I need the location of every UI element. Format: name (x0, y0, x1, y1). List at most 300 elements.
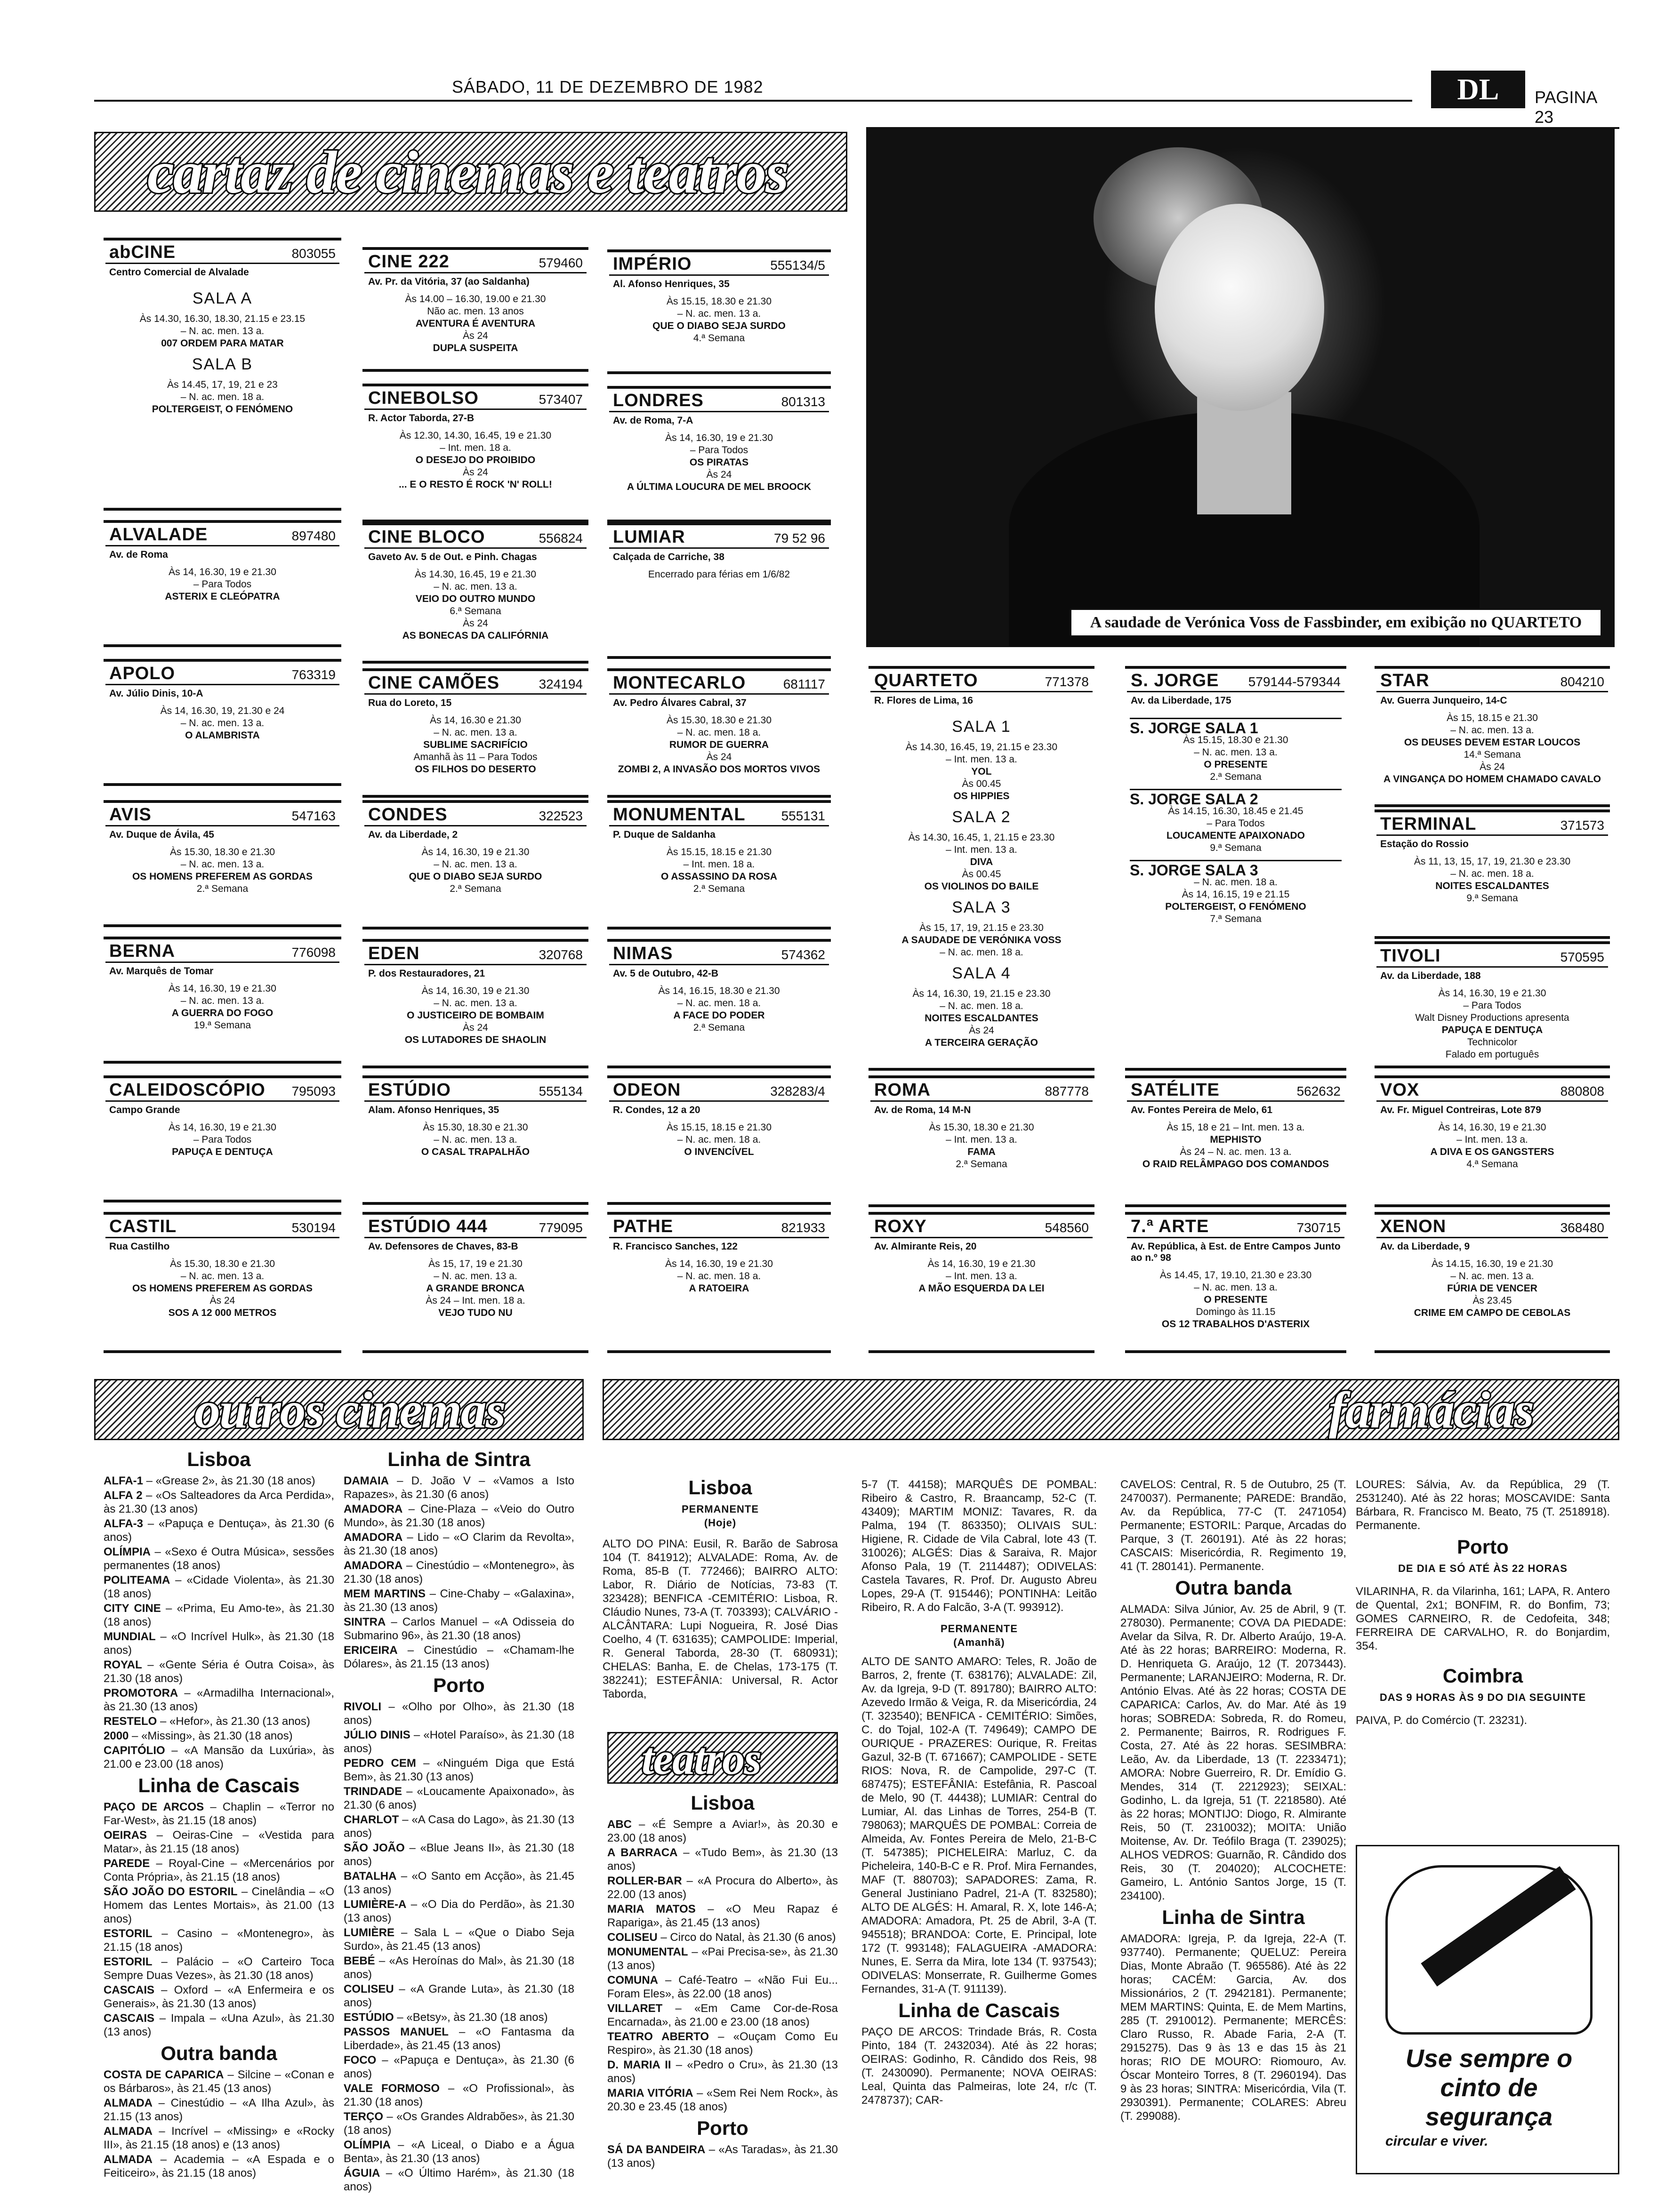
session-info: – N. ac. men. 18 a. (677, 727, 761, 738)
teatro-entry: D. MARIA II – «Pedro o Cru», às 21.30 (13 anos) (607, 2059, 838, 2085)
film-title: RUMOR DE GUERRA (669, 739, 769, 750)
session-info: 4.ª Semana (693, 333, 745, 344)
farm-col3b: ALMADA: Silva Júnior, Av. 25 de Abril, 9 (T. 278030). Permanente; COVA DA PIEDADE: Avelar da Silva, R. Dr. Alberto Araújo, 19-A. Até às 22 horas; BARREIRO: Moderna, R. D. Henriqueta G. Araújo, 12 (T. 2073443). Permanente; LARANJEIRO: Moderna, R. Dr. António Elvas. Até às 22 horas; COSTA DE CAPARICA: Carlos, Av. do Mar. Até às 19 horas; SOBREDA: Sobreda, R. do Romeu, 2. Permanente; Bairros, R. Rodrigues F. Costa, 27. Até às 22 horas. SESIMBRA: Leão, Av. da Liberdade, 13 (T. 2233471); AMORA: Nobre Guerreiro, R. Dr. Emídio G. Mendes, 314 (T. 2212923); SEIXAL: Godinho, L. da Igreja, 51 (T. 2218580). Até às 22 horas; MONTIJO: Diogo, R. Almirante Reis, 50 (T. 2310032); MOITA: União Moitense, Av. Dr. Teófilo Braga (T. 239025); ALHOS VEDROS: Guarnão, R. Cândido dos Reis, 30 (T. 204020); ALCOCHETE: Gameiro, L. António Santos Jorge, 15 (T. 234100). (1120, 1603, 1346, 1902)
cinema-phone: 763319 (291, 667, 336, 682)
session-info: – N. ac. men. 18 a. (180, 392, 265, 402)
farm-porto-sub: DE DIA E SÓ ATÉ ÀS 22 HORAS (1398, 1563, 1568, 1574)
cinema-name: LUMIAR (613, 527, 685, 547)
cinema-phone: 574362 (781, 947, 825, 962)
film-title: VEIO DO OUTRO MUNDO (415, 593, 536, 604)
cinema-listing (104, 520, 341, 647)
cinema-header (1376, 1078, 1608, 1102)
cinema-address: Av. Júlio Dinis, 10-A (109, 688, 203, 699)
cinema-program (609, 565, 829, 581)
session-info: Às 14.45, 17, 19, 21 e 23 (167, 379, 278, 390)
session-info: Às 24 (706, 752, 732, 762)
farm-col2a: 5-7 (T. 44158); MARQUÊS DE POMBAL: Ribeiro & Castro, R. Braancamp, 52-C (T. 43409); MARTIM MONIZ: Tavares, R. da Palma, 194 (T. 863350); OLIVAIS SUL: Higiene, R. Cidade de Vila Cabral, lote 43 (T. 310026); ALGÉS: Dias & Saraiva, R. Major Afonso Pala, 19 (T. 2114487); ODIVELAS: Castela Tavares, R. Prof. Dr. Augusto Abreu Lopes, 29-A (T. 915446); PONTINHA: Leitão Ribeiro, R. A do Falcão, 3-A (T. 993912). (861, 1478, 1097, 1614)
film-title: O DESEJO DO PROIBIDO (415, 455, 536, 465)
cinema-phone: 573407 (539, 392, 583, 407)
cinema-header (1376, 812, 1608, 836)
outros-cinema-entry: OLÍMPIA – «Sexo é Outra Música», sessões permanentes (18 anos) (104, 1546, 334, 1572)
session-info: 19.ª Semana (193, 1020, 251, 1031)
outros-cinema-entry: SINTRA – Carlos Manuel – «A Odisseia do Submarino 96», às 21.30 (18 anos) (344, 1616, 574, 1642)
sala-label: SALA 1 (952, 718, 1011, 736)
page-header (94, 71, 1619, 127)
film-title: PAPUÇA E DENTUÇA (1441, 1025, 1543, 1035)
film-title: A SAUDADE DE VERÓNIKA VOSS (901, 935, 1062, 946)
session-info: Às 15, 18.15 e 21.30 (1447, 713, 1538, 723)
teatros-porto-title: Porto (697, 2117, 748, 2139)
film-title: YOL (971, 766, 992, 777)
session-info: Às 14, 16.30, 19 e 21.30 (421, 847, 530, 858)
session-info: Às 14, 16.15, 19 e 21.15 (1182, 889, 1290, 900)
cinema-header (105, 803, 339, 826)
outros-lisboa-title: Lisboa (187, 1448, 251, 1470)
cinema-program (364, 1254, 587, 1319)
film-title: POLTERGEIST, O FENÓMENO (152, 404, 293, 415)
film-title: OS LUTADORES DE SHAOLIN (404, 1034, 547, 1045)
farm-col4a: LOURES: Sálvia, Av. da República, 29 (T. 2531240). Até às 22 horas; MOSCAVIDE: Santa Bárbara, R. Francisco M. Beato, 75 (T. 2518918). Permanente. (1356, 1478, 1610, 1532)
cinema-name: CALEIDOSCÓPIO (109, 1080, 265, 1100)
session-info: Às 15.15, 18.15 e 21.30 (666, 1122, 772, 1133)
session-info: Às 14, 16.30, 19 e 21.30 (665, 1258, 773, 1269)
session-info: – Para Todos (1207, 818, 1265, 829)
cinema-header (609, 1078, 829, 1102)
session-info: – N. ac. men. 13 a. (677, 308, 761, 319)
cinema-program (1376, 852, 1608, 905)
cinema-header (364, 386, 587, 410)
session-info: – Int. men. 18 a. (440, 442, 511, 453)
cinema-address: Av. Pr. da Vitória, 37 (ao Saldanha) (368, 276, 530, 287)
teatro-entry: VILLARET – «Em Came Cor-de-Rosa Encarnada», às 21.00 e 23.00 (18 anos) (607, 2002, 838, 2028)
cinema-listing (104, 659, 341, 786)
film-title: FÚRIA DE VENCER (1447, 1283, 1537, 1294)
session-info: 9.ª Semana (1466, 893, 1518, 904)
cinema-listing (869, 1212, 1094, 1353)
cinema-phone: 328283/4 (770, 1084, 825, 1098)
cinema-listing (362, 247, 588, 372)
teatro-entry: SÁ DA BANDEIRA – «As Taradas», às 21.30 (13 anos) (607, 2143, 838, 2170)
outros-cinema-entry: CHARLOT – «A Casa do Lago», às 21.30 (13 anos) (344, 1813, 574, 1840)
farm-permanente: PERMANENTE (681, 1503, 759, 1515)
outros-cinema-entry: OLÍMPIA – «A Liceal, o Diabo e a Água Benta», às 21.30 (13 anos) (344, 2139, 574, 2165)
session-info: Às 15, 17, 19 e 21.30 (428, 1258, 523, 1269)
cinema-header (609, 525, 829, 549)
cinema-header (364, 942, 587, 965)
film-photo (866, 127, 1615, 647)
film-title: O INVENCÍVEL (684, 1146, 754, 1157)
cinema-listing (362, 1075, 588, 1205)
cinema-phone: 579144-579344 (1248, 674, 1341, 689)
cinema-phone: 776098 (291, 945, 336, 960)
cinema-listing (362, 668, 588, 798)
farm-cascais: PAÇO DE ARCOS: Trindade Brás, R. Costa Pinto, 184 (T. 2432034). Até às 22 horas; OEIRAS: Godinho, R. Cândido dos Reis, 98 (T. 2430090). Permanente; NOVA OEIRAS: Leal, Quinta das Palmeiras, lote 24, r/c (T. 2478737); CAR- (861, 2026, 1097, 2107)
cinema-program (105, 562, 339, 603)
outros-cascais-list (104, 1800, 334, 2039)
cinema-name: BERNA (109, 941, 176, 961)
cinema-name: CASTIL (109, 1217, 177, 1236)
cinema-name: STAR (1380, 671, 1430, 690)
outros-cinema-entry: CASCAIS – Impala – «Una Azul», às 21.30 (13 anos) (104, 2012, 334, 2038)
banner-outros-text: outros cinemas (194, 1381, 505, 1439)
farm-hoje: (Hoje) (704, 1517, 737, 1529)
cinema-phone: 897480 (291, 529, 336, 543)
cinema-name: TIVOLI (1380, 946, 1441, 966)
film-title: PAPUÇA E DENTUÇA (172, 1146, 273, 1157)
cinema-name: APOLO (109, 664, 176, 683)
farm-amanha: (Amanhã) (953, 1636, 1005, 1648)
film-title: A TERCEIRA GERAÇÃO (925, 1037, 1038, 1048)
session-info: – N. ac. men. 13 a. (180, 718, 265, 729)
outros-cinema-entry: PROMOTORA – «Armadilha Internacional», às 21.30 (13 anos) (104, 1687, 334, 1713)
cinema-name: ESTÚDIO 444 (368, 1217, 488, 1236)
outros-outra-title: Outra banda (161, 2042, 277, 2064)
session-info: Às 14.30, 16.45, 1, 21.15 e 23.30 (908, 832, 1055, 843)
cinema-listing (104, 1212, 341, 1353)
teatro-entry: MARIA MATOS – «O Meu Rapaz é Rapariga», às 21.45 (13 anos) (607, 1903, 838, 1929)
farm-coimbra: PAIVA, P. do Comércio (T. 23231). (1356, 1714, 1528, 1727)
session-info: – N. ac. men. 13 a. (434, 1134, 517, 1145)
cinema-address: Av. Guerra Junqueiro, 14-C (1380, 695, 1507, 706)
session-info: Às 14, 16.30, 19, 21.15 e 23.30 (912, 988, 1051, 999)
sala-label: SALA 4 (952, 964, 1011, 982)
session-info: Às 14, 16.30, 19, 21.30 e 24 (160, 705, 285, 716)
session-info: Às 11, 13, 15, 17, 19, 21.30 e 23.30 (1414, 856, 1571, 867)
session-info: 2.ª Semana (450, 883, 501, 894)
teatro-entry: ABC – «É Sempre a Aviar!», às 20.30 e 23.00 (18 anos) (607, 1818, 838, 1844)
cinema-program (105, 842, 339, 895)
session-info: – Int. men. 13 a. (946, 1134, 1017, 1145)
farm-porto: VILARINHA, R. da Vilarinha, 161; LAPA, R. Antero de Quental, 2x1; BONFIM, R. do Bonfim, 73; GOMES CARNEIRO, R. de Cedofeita, 348; FERREIRA DE CARVALHO, R. do Bonjardim, 354. (1356, 1585, 1610, 1652)
cinema-program (1376, 708, 1608, 785)
film-title: POLTERGEIST, O FENÓMENO (1165, 901, 1306, 912)
cinema-name: S. JORGE (1131, 671, 1219, 690)
cinema-header (364, 1215, 587, 1238)
outros-cinema-entry: BATALHA – «O Santo em Acção», às 21.45 (13 anos) (344, 1870, 574, 1896)
cinema-address: Av. Marquês de Tomar (109, 966, 214, 977)
outros-cinema-entry: CAPITÓLIO – «A Mansão da Luxúria», às 21.00 e 23.00 (18 anos) (104, 1744, 334, 1771)
film-title: OS FILHOS DO DESERTO (415, 764, 536, 775)
cinema-address: Av. da Liberdade, 175 (1131, 695, 1231, 706)
cinema-header (609, 803, 829, 826)
outros-cinema-entry: ALFA 2 – «Os Salteadores da Arca Perdida», às 21.30 (13 anos) (104, 1489, 334, 1515)
outros-col-2 (344, 1445, 574, 2195)
session-info: – Para Todos (690, 445, 748, 456)
session-info: – N. ac. men. 13 a. (180, 326, 265, 337)
cinema-phone: 804210 (1560, 674, 1604, 689)
film-title: O PRESENTE (1204, 759, 1268, 770)
session-info: Às 24 (463, 1022, 488, 1033)
cinema-name: PATHE (613, 1217, 674, 1236)
outros-cinema-entry: SÃO JOÃO DO ESTORIL – Cinelândia – «O Homem das Lentes Mortais», às 21.00 (13 anos) (104, 1885, 334, 1925)
outros-cinema-entry: AMADORA – Cine-Plaza – «Veio do Outro Mundo», às 21.30 (18 anos) (344, 1503, 574, 1529)
cinema-program (364, 981, 587, 1046)
teatro-entry: A BARRACA – «Tudo Bem», às 21.30 (13 anos) (607, 1846, 838, 1873)
outros-cinema-entry: ESTORIL – Casino – «Montenegro», às 21.15 (18 anos) (104, 1927, 334, 1954)
session-info: – Int. men. 13 a. (946, 754, 1017, 765)
cinema-listing (1125, 1212, 1346, 1353)
film-title: OS VIOLINOS DO BAILE (924, 881, 1039, 892)
cinema-address: Av. 5 de Outubro, 42-B (613, 968, 719, 979)
session-info: Às 12.30, 14.30, 16.45, 19 e 21.30 (399, 430, 552, 441)
cinema-listing (1375, 1075, 1610, 1207)
cinema-name: XENON (1380, 1217, 1447, 1236)
session-info: Às 15.15, 18.30 e 21.30 (666, 296, 772, 307)
cinema-header (609, 389, 829, 412)
film-title: DIVA (970, 857, 993, 867)
session-info: Às 14, 16.30, 19 e 21.30 (1438, 988, 1546, 999)
cinema-header (105, 240, 339, 264)
farm-col3a: CAVELOS: Central, R. 5 de Outubro, 25 (T. 2470037). Permanente; PAREDE: Brandão, Av. da República, 77-C (T. 2471054) Permanente; ESTORIL: Parque, Arcadas do Parque, 3 (T. 260191). Até às 22 horas; CASCAIS: Misericórdia, R. Regimento 19, 41 (T. 280141). Permanente. (1120, 1478, 1346, 1573)
cinema-address: P. dos Restauradores, 21 (368, 968, 485, 979)
outros-cinema-entry: RESTELO – «Hefor», às 21.30 (13 anos) (104, 1715, 310, 1728)
outros-porto-title: Porto (433, 1674, 485, 1696)
session-info: – N. ac. men. 13 a. (434, 859, 517, 870)
cinema-header (870, 1215, 1093, 1238)
outros-cinema-entry: LUMIÈRE-A – «O Dia do Perdão», às 21.30 (13 anos) (344, 1898, 574, 1924)
outros-cinema-entry: TRINDADE – «Loucamente Apaixonado», às 21.30 (6 anos) (344, 1785, 574, 1811)
cinema-program (105, 979, 339, 1032)
film-title: ... E O RESTO É ROCK 'N' ROLL! (399, 479, 552, 490)
session-info: Às 14.00 – 16.30, 19.00 e 21.30 (405, 294, 546, 305)
cinema-address: Gaveto Av. 5 de Out. e Pinh. Chagas (368, 552, 537, 562)
cinema-program (609, 292, 829, 345)
session-info: – N. ac. men. 13 a. (434, 581, 517, 592)
cinema-listing (607, 1075, 831, 1205)
cinema-header (105, 939, 339, 963)
outros-cinema-entry: PAREDE – Royal-Cine – «Mercenários por Conta Própria», às 21.15 (18 anos) (104, 1857, 334, 1883)
cinema-name: IMPÉRIO (613, 254, 692, 274)
cinema-phone: 555131 (781, 809, 825, 823)
session-info: Às 14, 16.30, 19 e 21.30 (169, 1122, 276, 1133)
cinema-name: 7.ª ARTE (1131, 1217, 1209, 1236)
teatros-porto-list (607, 2143, 838, 2170)
film-title: OS HOMENS PREFEREM AS GORDAS (132, 1283, 313, 1294)
cinema-phone: 681117 (783, 677, 825, 691)
cinema-program (364, 289, 587, 354)
cinema-name: abCINE (109, 242, 176, 262)
session-info: Às 15.30, 18.30 e 21.30 (169, 847, 275, 858)
cinema-name: VOX (1380, 1080, 1420, 1100)
cinema-address: P. Duque de Saldanha (613, 829, 716, 840)
session-info: – N. ac. men. 13 a. (434, 1271, 517, 1282)
cinema-listing (607, 668, 831, 798)
session-info: Às 15.30, 18.30 e 21.30 (929, 1122, 1034, 1133)
cinema-program (105, 1118, 339, 1158)
session-info: – N. ac. men. 18 a. (677, 1271, 761, 1282)
session-info: – Int. men. 13 a. (946, 844, 1017, 855)
cinema-program (609, 981, 829, 1034)
outros-cinema-entry: ESTORIL – Palácio – «O Carteiro Toca Sempre Duas Vezes», às 21.30 (18 anos) (104, 1956, 334, 1982)
session-info: Às 15, 17, 19, 21.15 e 23.30 (919, 922, 1044, 933)
cinema-header (364, 803, 587, 826)
cinema-listing (104, 800, 341, 927)
film-title: A ÚLTIMA LOUCURA DE MEL BROOCK (627, 481, 812, 492)
teatro-entry: COLISEU – Circo do Natal, às 21.30 (6 anos) (607, 1931, 836, 1944)
ad-slogan: Use sempre o cinto de segurança (1405, 2044, 1573, 2131)
cinema-header (1127, 1078, 1344, 1102)
session-info: Às 15, 18 e 21 – Int. men. 13 a. (1166, 1122, 1305, 1133)
cinema-listing (362, 522, 588, 664)
film-title: 007 ORDEM PARA MATAR (161, 338, 284, 349)
session-info: Às 14.30, 16.45, 19 e 21.30 (414, 569, 537, 580)
session-info: 6.ª Semana (450, 606, 501, 617)
cinema-name: QUARTETO (874, 671, 978, 690)
session-info: – Int. men. 13 a. (946, 1271, 1017, 1282)
outros-cinema-entry: TERÇO – «Os Grandes Aldrabões», às 21.30 (18 anos) (344, 2110, 574, 2137)
cinema-listing (607, 800, 831, 930)
film-title: MEPHISTO (1210, 1134, 1262, 1145)
cinema-program (105, 280, 339, 416)
sjorge-sala-header: S. JORGE SALA 3 (1130, 860, 1342, 876)
film-title: A RATOEIRA (689, 1283, 749, 1294)
teatro-entry: COMUNA – Café-Teatro – «Não Fui Eu... Foram Eles», às 22.00 (18 anos) (607, 1974, 838, 2000)
farm-lisboa-title: Lisboa (688, 1476, 752, 1499)
cinema-phone: 821933 (781, 1220, 825, 1235)
outros-cinema-entry: ÁGUIA – «O Último Harém», às 21.30 (18 anos) (344, 2167, 574, 2193)
sala-label: SALA B (192, 355, 253, 373)
cinema-address: Av. da Liberdade, 9 (1380, 1241, 1470, 1252)
cinema-listing (1125, 666, 1346, 1071)
banner-teatros (607, 1732, 838, 1784)
photo-face (1155, 204, 1324, 411)
cinema-name: TERMINAL (1380, 814, 1477, 834)
session-info: Às 00.45 (962, 778, 1001, 789)
session-info: – N. ac. men. 13 a. (1194, 747, 1278, 758)
cinema-address: Av. Duque de Ávila, 45 (109, 829, 214, 840)
film-title: A FACE DO PODER (673, 1010, 765, 1021)
film-title: A GRANDE BRONCA (426, 1283, 525, 1294)
outros-cinema-entry: CASCAIS – Oxford – «A Enfermeira e os Generais», às 21.30 (13 anos) (104, 1984, 334, 2010)
film-title: AS BONECAS DA CALIFÓRNIA (402, 630, 549, 641)
cinema-address: Al. Afonso Henriques, 35 (613, 279, 730, 289)
cinema-header (364, 525, 587, 549)
cinema-name: LONDRES (613, 391, 704, 410)
cinema-listing (104, 937, 341, 1064)
cinema-program (105, 1254, 339, 1319)
session-info: 7.ª Semana (1210, 914, 1262, 924)
session-info: Às 14, 16.30, 19 e 21.30 (665, 433, 773, 443)
outros-sintra-title: Linha de Sintra (387, 1448, 531, 1470)
cinema-phone: 530194 (291, 1220, 336, 1235)
cinema-phone: 555134/5 (770, 258, 825, 272)
cinema-header (609, 671, 829, 695)
session-info: Às 14, 16.30, 19 e 21.30 (927, 1258, 1036, 1269)
cinema-address: Centro Comercial de Alvalade (109, 267, 249, 278)
session-info: Às 14.45, 17, 19.10, 21.30 e 23.30 (1159, 1270, 1312, 1281)
cinema-address: Av. de Roma, 7-A (613, 415, 693, 426)
session-info: – N. ac. men. 18 a. (940, 1001, 1023, 1011)
cinema-listing (362, 1212, 588, 1353)
session-info: Às 15.30, 18.30 e 21.30 (666, 715, 772, 726)
cinema-header (1127, 669, 1344, 692)
banner-outros (94, 1379, 584, 1440)
cinema-phone: 371573 (1560, 818, 1604, 833)
cinema-phone: 320768 (539, 947, 583, 962)
cinema-address: Av. República, à Est. de Entre Campos Junto ao n.º 98 (1131, 1241, 1341, 1263)
cinema-program (364, 426, 587, 491)
banner-farmacias (603, 1379, 1619, 1440)
header-rule (94, 100, 1412, 102)
session-info: – Para Todos (193, 579, 252, 590)
cinema-name: ALVALADE (109, 525, 208, 545)
cinema-header (1376, 669, 1608, 692)
cinema-phone: 803055 (291, 246, 336, 261)
cinema-header (609, 942, 829, 965)
cinema-program (1127, 1118, 1344, 1170)
cinema-program (609, 711, 829, 776)
cinema-address: Av. Pedro Álvares Cabral, 37 (613, 697, 747, 708)
session-info: 9.ª Semana (1210, 842, 1262, 853)
film-title: VEJO TUDO NU (438, 1307, 513, 1318)
session-info: Às 24 (1480, 761, 1505, 772)
cinema-program (1376, 1254, 1608, 1319)
film-title: SOS A 12 000 METROS (168, 1307, 277, 1318)
session-info: Às 24 (969, 1025, 994, 1036)
session-info: – Int. men. 18 a. (683, 859, 755, 870)
session-info: 2.ª Semana (693, 883, 745, 894)
outros-cinema-entry: FOCO – «Papuça e Dentuça», às 21.30 (6 anos) (344, 2054, 574, 2080)
cinema-address: Av. de Roma, 14 M-N (874, 1105, 971, 1115)
film-title: ZOMBI 2, A INVASÃO DOS MORTOS VIVOS (618, 764, 820, 775)
session-info: Às 24 (463, 467, 488, 478)
cinema-address: Av. da Liberdade, 2 (368, 829, 458, 840)
cinema-listing (869, 666, 1094, 1071)
teatro-entry: TEATRO ABERTO – «Ouçam Como Eu Respiro», às 21.30 (18 anos) (607, 2030, 838, 2057)
cinema-name: CINE BLOCO (368, 527, 485, 547)
session-info: Às 14.30, 16.30, 18.30, 21.15 e 23.15 (139, 313, 306, 324)
farm-cascais-title: Linha de Cascais (898, 1999, 1060, 2021)
cinema-listing (1375, 666, 1610, 807)
cinema-name: MONTECARLO (613, 673, 746, 693)
film-title: OS 12 TRABALHOS D'ASTERIX (1161, 1319, 1310, 1330)
session-info: 2.ª Semana (956, 1159, 1007, 1170)
farmacias-col-4 (1356, 1478, 1610, 1728)
outros-lisboa-list (104, 1474, 334, 1771)
cinema-listing (362, 384, 588, 522)
cinema-phone: 322523 (539, 809, 583, 823)
cinema-program (870, 1118, 1093, 1170)
cinema-name: CINE CAMÕES (368, 673, 500, 693)
session-info: – Para Todos (193, 1134, 252, 1145)
cinema-program (609, 1254, 829, 1295)
cinema-phone: 801313 (781, 394, 825, 409)
session-info: – Int. men. 13 a. (1456, 1134, 1528, 1145)
session-info: Às 24 (463, 330, 488, 341)
cinema-header (364, 671, 587, 695)
cinema-listing (607, 522, 831, 659)
farmacias-col-3 (1120, 1478, 1346, 2124)
farm-col2b: ALTO DE SANTO AMARO: Teles, R. João de Barros, 2, frente (T. 638176); ALVALADE: Zil, Av. da Igreja, 9-D (T. 891780); BAIRRO ALTO: Azevedo Irmão & Veiga, R. da Misericórdia, 24 (T. 323540); BENFICA - CEMITÉRIO: Simões, C. do Tojal, 102-A (T. 749649); CAMPO DE OURIQUE - PRAZERES: Ourique, R. Freitas Gazul, 32-B (T. 671667); CAMPOLIDE - SETE RIOS: Nova, R. de Campolide, 297-C (T. 687475); ESTEFÂNIA: Estefânia, R. Pascoal de Melo, 90 (T. 44438); LUMIAR: Central do Lumiar, Al. das Linhas de Torres, 254-B (T. 798063); MARQUÊS DE POMBAL: Correia de Almeida, Av. Fontes Pereira de Melo, 21-B-C (T. 547385); PICHELEIRA: Marluz, C. da Picheleira, 140-B-C e R. Prof. Mira Fernandes, MAF (T. 880703); SAPADORES: Zama, R. General Justiniano Padrel, 21-A (T. 832580); ALTO DE ALGÉS: H. Amaral, R. X, lote 146-A; AMADORA: Amadora, Pt. 25 de Abril, 3-A (T. 945518); BRANDOA: Corte, E. Principal, lote 172 (T. 993148); FALAGUEIRA -AMADORA: Nunes, E. Serra da Mira, lote 134 (T. 937543); ODIVELAS: Monserrate, R. Guilherme Gomes Fernandes, 31-A (T. 911139). (861, 1655, 1097, 1996)
outros-cinema-entry: ERICEIRA – Cinestúdio – «Chamam-lhe Dólares», às 21.15 (13 anos) (344, 1644, 574, 1670)
cinema-address: Campo Grande (109, 1105, 180, 1115)
outros-cinema-entry: VALE FORMOSO – «O Profissional», às 21.30 (18 anos) (344, 2082, 575, 2108)
session-info: Às 14, 16.30 e 21.30 (430, 715, 521, 726)
cinema-header (105, 1078, 339, 1102)
cinema-phone: 555134 (539, 1084, 583, 1098)
cinema-address: Av. Defensores de Chaves, 83-B (368, 1241, 518, 1252)
outros-cinema-entry: MEM MARTINS – Cine-Chaby – «Galaxina», às 21.30 (13 anos) (344, 1587, 574, 1614)
outros-cinema-entry: RIVOLI – «Olho por Olho», às 21.30 (18 anos) (344, 1700, 574, 1727)
cinema-program (870, 708, 1093, 1049)
teatro-entry: ROLLER-BAR – «A Procura do Alberto», às 22.00 (13 anos) (607, 1875, 838, 1901)
cinema-address: Alam. Afonso Henriques, 35 (368, 1105, 499, 1115)
outros-porto-list (344, 1700, 574, 2194)
outros-cinema-entry: AMADORA – Cinestúdio – «Montenegro», às 21.30 (18 anos) (344, 1559, 574, 1586)
teatro-entry: MONUMENTAL – «Pai Precisa-se», às 21.30 (13 anos) (607, 1946, 838, 1972)
cinema-listing (607, 386, 831, 522)
cinema-address: Av. da Liberdade, 188 (1380, 970, 1481, 981)
